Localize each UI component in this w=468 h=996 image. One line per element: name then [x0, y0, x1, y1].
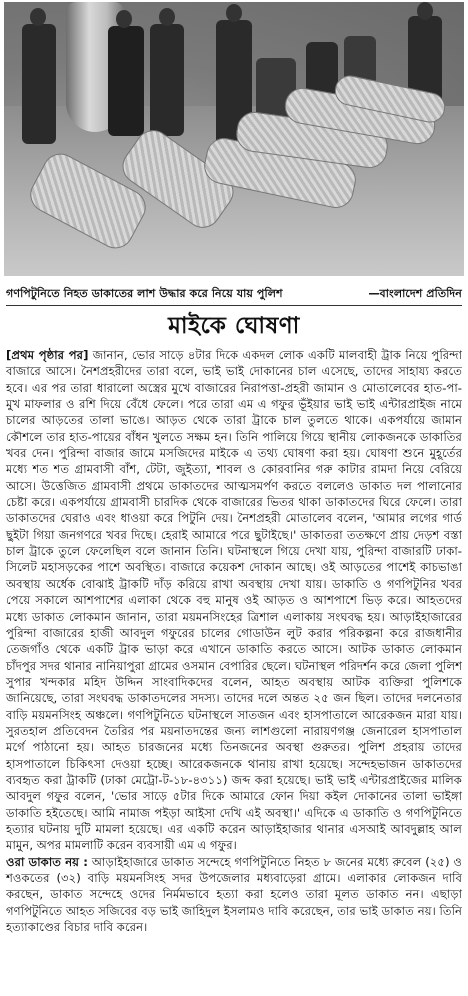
article-headline: মাইকে ঘোষণা: [168, 313, 300, 339]
photo-caption: গণপিটুনিতে নিহত ডাকাতের লাশ উদ্ধার করে নিয়ে যায় পুলিশ: [6, 286, 283, 300]
article-paragraph: [6, 347, 462, 854]
photo-person-head: [159, 8, 175, 26]
paragraph-text: আড়াইহাজারে ডাকাত সন্দেহে গণপিটুনিতে নিহত ৮ জনের মধ্যে রুবেল (২৫) ও শওকতের (৩২) বাড়ি ময়মনসিংহ সদর উপজেলার মধ্যবাড়েরা গ্রামে। এলাকার লোকজন দাবি করছেন, ডাকাত সন্দেহে ওদের নির্মমভাবে হত্যা করা হলেও তারা মূলত ডাকাত নন। এছাড়া গণপিটুনিতে আহত সজিবের বড় ভাই জাহিদুল ইসলামও দাবি করেছেন, তার ভাই ডাকাত নয়। তিনি হত্যাকাণ্ডের বিচার দাবি করেন।: [6, 854, 462, 935]
caption-divider: [6, 305, 462, 306]
photo-person: [22, 24, 56, 144]
continuation-label: [প্রথম পৃষ্ঠার পর]: [6, 348, 89, 362]
article-paragraph: [6, 854, 462, 936]
article-body: [6, 347, 462, 992]
photo-person-head: [30, 8, 46, 26]
paragraph-text: জানান, ভোর সাড়ে ৪টার দিকে একদল লোক একটি মালবাহী ট্রাক নিয়ে পুরিন্দা বাজারে আসে। নৈশপ্রহরীদের তারা বলে, ভাই ভাই দোকানের চাল এসেছে, তাদের সাহায্য করতে হবে। এর পর তারা ধারালো অস্ত্রের মুখে বাজারের নিরাপত্তা-প্রহরী জামান ও মোতালেবের হাত-পা-মুখ মাফলার ও রশি দিয়ে বেঁধে ফেলে। পরে তারা এম এ গফুর ভূঁইয়ার ভাই ভাই এন্টারপ্রাইজ নামে চালের আড়তের তালা ভাঙে। আড়ত থেকে তারা ট্রাকে চাল তুলতে থাকে। একপর্যায়ে জামান কৌশলে তার হাত-পায়ের বাঁধন খুলতে সক্ষম হন। তিনি পালিয়ে গিয়ে স্থানীয় লোকজনকে ডাকাতির খবর দেন। পুরিন্দা বাজার জামে মসজিদের মাইকে এ তথ্য ঘোষণা করা হয়। ঘোষণা শুনে মুহূর্তের মধ্যে শত শত গ্রামবাসী বাঁশ, টেটা, জুইত্যা, শাবল ও কোরবানির গরু কাটার রামদা নিয়ে বেরিয়ে আসে। উত্তেজিত গ্রামবাসী প্রথমে ডাকাতদের আত্মসমর্পণ করতে বললেও ডাকাত দল পালানোর চেষ্টা করে। একপর্যায়ে গ্রামবাসী চারদিক থেকে বাজারের ভিতর থাকা ডাকাতদের ঘিরে ফেলে। তারা ডাকাতদের ঘেরাও এবং ধাওয়া করে পিটুনি দেয়। নৈশপ্রহরী মোতালেব বলেন, 'আমার লগের গার্ড ছুইটা গিয়া জনগণরে খবর দিছে। হেরাই আমারে পরে ছুটাইছে।' ডাকাতরা ততক্ষণে প্রায় দেড়শ বস্তা চাল ট্রাকে তুলে ফেলেছিল বলে জানান তিনি। ঘটনাস্থলে গিয়ে দেখা যায়, পুরিন্দা বাজারটি ঢাকা-সিলেট মহাসড়কের পাশে অবস্থিত। বাজারে কয়েকশ দোকান আছে। ওই আড়তের পাশেই কাচভাঙা অবস্থায় অর্ধেক বোঝাই ট্রাকটি দাঁড় করিয়ে রাখা অবস্থায় দেখা যায়। ডাকাতি ও গণপিটুনির খবর পেয়ে সকালে আশপাশের এলাকা থেকে বহু মানুষ ওই আড়ত ও আশপাশে ভিড় করে। আহতদের মধ্যে ডাকাত লোকমান জানান, তারা ময়মনসিংহের ত্রিশাল এলাকায় সংঘবদ্ধ হয়। আড়াইহাজারের পুরিন্দা বাজারের হাজী আবদুল গফুরের চালের গোডাউন লুট করার পরিকল্পনা করে রাজধানীর তেজগাঁও থেকে একটি ট্রাক ভাড়া করে এখানে ডাকাতি করতে আসে। আটক ডাকাত লোকমান চাঁদপুর সদর থানার নানিয়াপুরা গ্রামের ওসমান বেপারির ছেলে। ঘটনাস্থল পরিদর্শন করে জেলা পুলিশ সুপার খন্দকার মহিদ উদ্দিন সাংবাদিকদের বলেন, আহত অবস্থায় আটক ব্যক্তিরা পুলিশকে জানিয়েছে, তারা সংঘবদ্ধ ডাকাতদলের সদস্য। তাদের দলে অন্তত ২৫ জন ছিল। তাদের দলনেতার বাড়ি ময়মনসিংহ অঞ্চলে। গণপিটুনিতে ঘটনাস্থলে সাতজন এবং হাসপাতালে আরেকজন মারা যায়। সুরতহাল প্রতিবেদন তৈরির পর ময়নাতদন্তের জন্য লাশগুলো নারায়ণগঞ্জ জেনারেল হাসপাতাল মর্গে পাঠানো হয়। আহত চারজনের মধ্যে তিনজনের অবস্থা গুরুতর। পুলিশ প্রহরায় তাদের হাসপাতালে চিকিৎসা দেওয়া হচ্ছে। আরেকজনকে থানায় রাখা হয়েছে। সন্দেহভাজন ডাকাতদের ব্যবহৃত করা ট্রাকটি (ঢাকা মেট্রো-ট-১৮-৪৩১১) জব্দ করা হয়েছে। ভাই ভাই এন্টারপ্রাইজের মালিক আবদুল গফুর বলেন, 'ভোর সাড়ে ৫টার দিকে আমারে ফোন দিয়া কইল দোকানের তালা ভাইঙ্গা ডাকাতি হইতেছে। আমি নামাজ পইড়া আইসা দেখি এই অবস্থা।' এদিকে এ ডাকাতি ও গণপিটুনিতে হত্যার ঘটনায় দুটি মামলা হয়েছে। এর একটি করেন আড়াইহাজার থানার এসআই আবদুল্লাহ আল মামুন, অপর মামলাটি করেন ব্যবসায়ী এম এ গফুর।: [6, 348, 462, 853]
photo-credit: —বাংলাদেশ প্রতিদিন: [368, 286, 462, 300]
news-photo: [4, 2, 464, 276]
photo-person-head: [116, 10, 132, 28]
photo-caption-row: [6, 284, 462, 304]
section-subhead: ওরা ডাকাত নয় :: [6, 854, 88, 869]
photo-person: [108, 26, 144, 136]
photo-person: [150, 24, 184, 136]
photo-person-head: [417, 2, 433, 20]
photo-person-head: [226, 4, 242, 22]
